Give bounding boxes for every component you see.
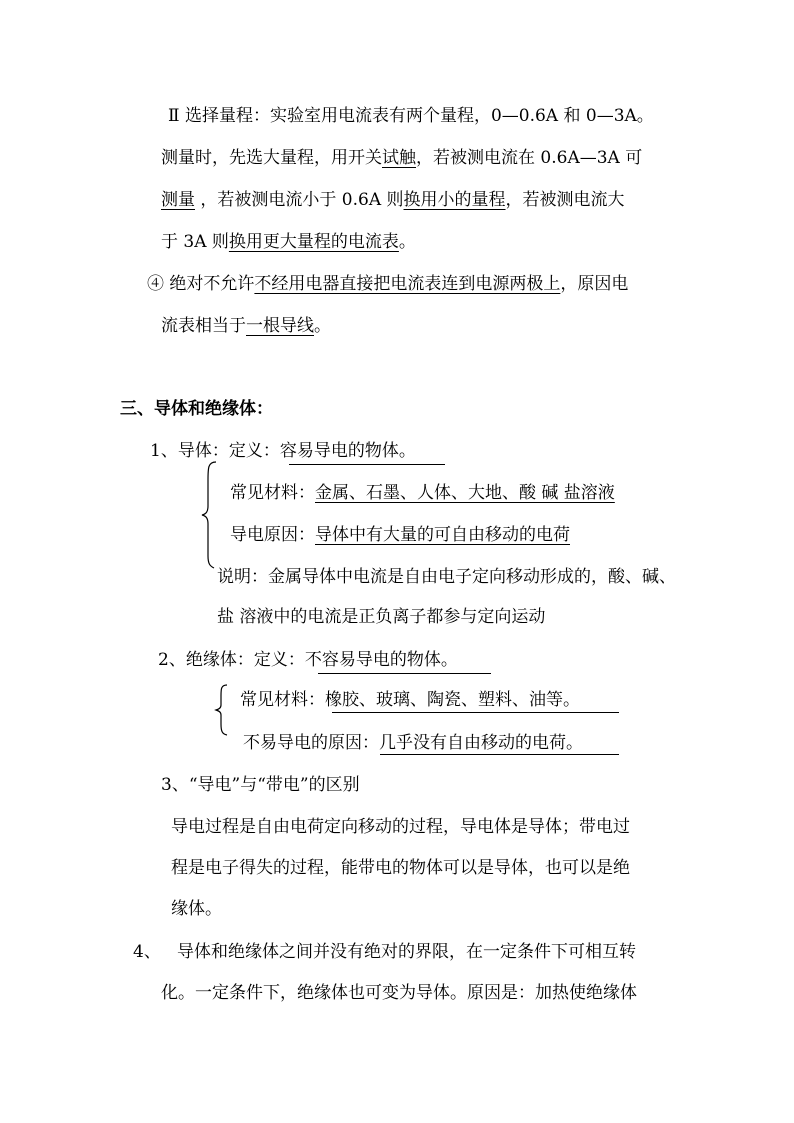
difference-line1: 导电过程是自由电荷定向移动的过程，导电体是导体；带电过: [171, 817, 630, 837]
underlined-answer: 换用小的量程: [403, 190, 506, 210]
para1-text: 。: [398, 232, 416, 252]
conductor-label: 1、导体：定义：: [150, 441, 280, 461]
conductor-brace: [200, 460, 220, 570]
para1-line1: [168, 104, 654, 128]
reason-label: 不易导电的原因：: [243, 733, 379, 753]
conductor-definition-line: [150, 439, 416, 463]
para2-line2: [161, 314, 331, 338]
conductor-materials: 金属、石墨、人体、大地、酸 碱 盐溶液: [315, 483, 615, 503]
difference-line3: 缘体。: [171, 899, 222, 919]
conductor-note: 盐 溶液中的电流是正负离子都参与定向运动: [217, 607, 546, 627]
para1-text: ，若被测电流小于 0.6A 则: [195, 190, 404, 210]
insulator-label: 2、绝缘体：定义：: [158, 650, 305, 670]
para1-text: Ⅱ 选择量程：实验室用电流表有两个量程，0—0.6A 和 0—3A。: [168, 106, 654, 126]
section-heading: 三、导体和绝缘体：: [120, 399, 273, 419]
underlined-answer: 不经用电器直接把电流表连到电源两极上: [254, 274, 561, 294]
difference-line2: 程是电子得失的过程，能带电的物体可以是导体，也可以是绝: [171, 858, 630, 878]
insulator-materials: 橡胶、玻璃、陶瓷、塑料、油等。: [325, 690, 580, 710]
conductor-definition-underline: [289, 464, 445, 465]
para1-text: 测量时，先选大量程，用开关: [161, 148, 382, 168]
difference-title: 3、“导电”与“带电”的区别: [161, 775, 360, 795]
insulator-definition-underline: [318, 673, 491, 674]
underlined-answer: 测量: [161, 190, 195, 210]
para2-text: ④ 绝对不允许: [147, 274, 255, 294]
para1-text: 于 3A 则: [161, 232, 229, 252]
insulator-definition-line: [158, 648, 458, 672]
conductor-definition: 容易导电的物体。: [279, 441, 416, 461]
materials-label: 常见材料：: [230, 483, 315, 503]
para1-text: ，若被测电流在 0.6A—3A 可: [416, 148, 643, 168]
underlined-answer: 换用更大量程的电流表: [228, 232, 399, 252]
item4-number: 4、: [133, 942, 161, 962]
conductor-note: 说明：金属导体中电流是自由电子定向移动形成的，酸、碱、: [217, 567, 676, 587]
para2-line1: [147, 272, 628, 296]
para1-text: ，若被测电流大: [505, 190, 625, 210]
para2-text: 流表相当于: [161, 316, 246, 336]
insulator-reason-underline: [380, 754, 619, 755]
para2-text: ，原因电: [560, 274, 629, 294]
para2-text: 。: [314, 316, 331, 336]
conductor-note-line1: [217, 565, 676, 589]
insulator-brace: [214, 684, 230, 736]
materials-label: 常见材料：: [240, 690, 325, 710]
insulator-reason: 几乎没有自由移动的电荷。: [379, 733, 583, 753]
insulator-materials-line: [240, 688, 580, 712]
reason-label: 导电原因：: [230, 525, 315, 545]
item4-line2: 化。一定条件下，绝缘体也可变为导体。原因是：加热使绝缘体: [161, 983, 637, 1003]
para1-line2: [161, 146, 642, 170]
insulator-materials-underline: [332, 712, 619, 713]
item4-line1: 导体和绝缘体之间并没有绝对的界限，在一定条件下可相互转: [177, 942, 636, 962]
insulator-reason-line: [243, 731, 583, 755]
conductor-note-line2: [217, 605, 545, 629]
underlined-answer: 一根导线: [246, 316, 314, 336]
para1-line3: [161, 188, 625, 212]
para1-line4: [161, 230, 416, 254]
insulator-definition: 不容易导电的物体。: [304, 650, 458, 670]
conductor-materials-line: [230, 481, 615, 505]
underlined-answer: 试触: [382, 148, 416, 168]
conductor-reason-line: [230, 523, 570, 547]
conductor-reason: 导体中有大量的可自由移动的电荷: [315, 525, 570, 545]
